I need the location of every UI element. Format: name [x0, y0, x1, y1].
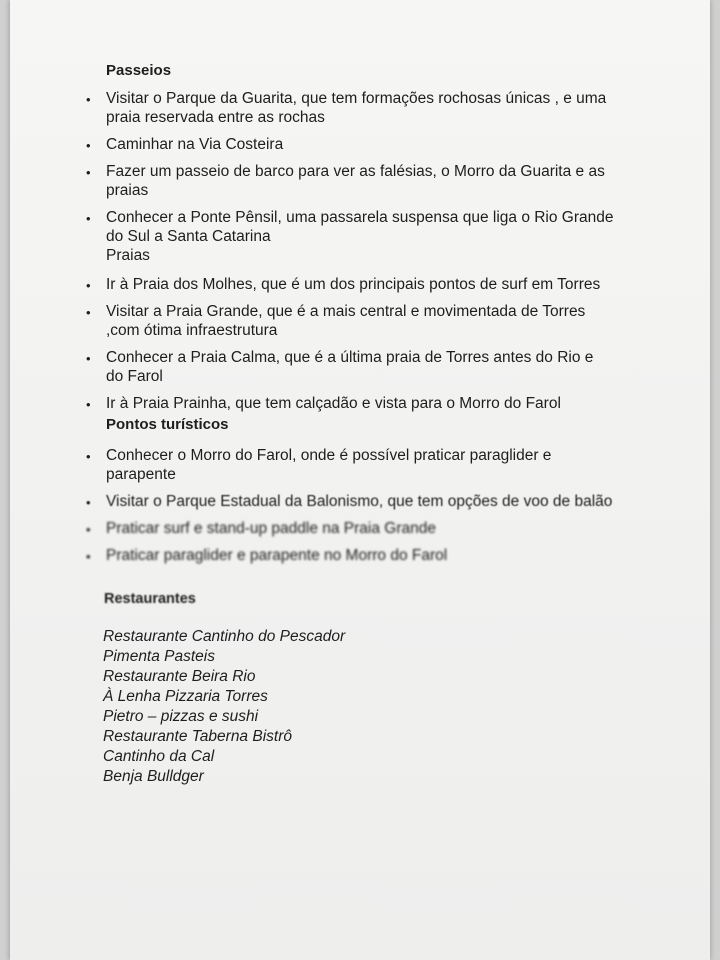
- restaurant-item: Benja Bulldger: [103, 768, 204, 785]
- praias-list: [86, 275, 614, 413]
- pontos-heading: Pontos turísticos: [106, 416, 229, 433]
- pontos-list: [86, 446, 614, 565]
- bullet-icon: •: [86, 211, 91, 226]
- bullet-icon: •: [86, 92, 91, 107]
- restaurantes-heading: Restaurantes: [104, 591, 196, 607]
- list-item: • Praticar paraglider e parapente no Morro do Farol: [86, 547, 448, 564]
- list-item: • Praticar surf e stand-up paddle na Praia Grande: [86, 520, 436, 537]
- restaurant-item: À Lenha Pizzaria Torres: [103, 688, 268, 705]
- bullet-icon: •: [86, 278, 91, 293]
- paper-sheet: [10, 0, 710, 960]
- praias-subheading: Praias: [106, 247, 150, 264]
- bullet-icon: •: [86, 522, 91, 537]
- bullet-icon: •: [86, 138, 91, 153]
- passeios-list: [86, 89, 614, 265]
- list-item: • Conhecer a Praia Calma, que é a última praia de Torres antes do Rio e do Farol: [86, 349, 594, 385]
- bullet-icon: •: [86, 495, 91, 510]
- bullet-icon: •: [86, 165, 91, 180]
- document-content: [86, 61, 614, 787]
- list-item: • Visitar a Praia Grande, que é a mais central e movimentada de Torres ,com ótima infraestrutura: [86, 303, 586, 339]
- list-item: • Ir à Praia dos Molhes, que é um dos principais pontos de surf em Torres: [86, 276, 601, 293]
- list-item: • Conhecer o Morro do Farol, onde é possível praticar paraglider e parapente: [86, 447, 552, 483]
- list-item: • Caminhar na Via Costeira: [86, 136, 284, 153]
- list-item: • Visitar o Parque Estadual da Balonismo, que tem opções de voo de balão: [86, 493, 613, 510]
- restaurantes-list: [94, 627, 614, 787]
- restaurant-item: Pimenta Pasteis: [103, 648, 215, 665]
- bullet-icon: •: [86, 351, 91, 366]
- restaurant-item: Restaurante Cantinho do Pescador: [103, 628, 346, 645]
- bullet-icon: •: [86, 549, 91, 564]
- list-item: • Fazer um passeio de barco para ver as falésias, o Morro da Guarita e as praias: [86, 163, 605, 199]
- bullet-icon: •: [86, 449, 91, 464]
- restaurant-item: Cantinho da Cal: [103, 748, 215, 765]
- passeios-heading: Passeios: [106, 62, 172, 79]
- list-item: • Visitar o Parque da Guarita, que tem formações rochosas únicas , e uma praia reservada entre as rochas: [86, 90, 607, 126]
- bullet-icon: •: [86, 397, 91, 412]
- restaurant-item: Restaurante Taberna Bistrô: [103, 728, 292, 745]
- list-item: • Conhecer a Ponte Pênsil, uma passarela suspensa que liga o Rio Grande do Sul a Santa Catarina Praias: [86, 209, 614, 264]
- restaurant-item: Restaurante Beira Rio: [103, 668, 256, 685]
- list-item: • Ir à Praia Prainha, que tem calçadão e vista para o Morro do Farol: [86, 395, 561, 412]
- restaurant-item: Pietro – pizzas e sushi: [103, 708, 259, 725]
- bullet-icon: •: [86, 305, 91, 320]
